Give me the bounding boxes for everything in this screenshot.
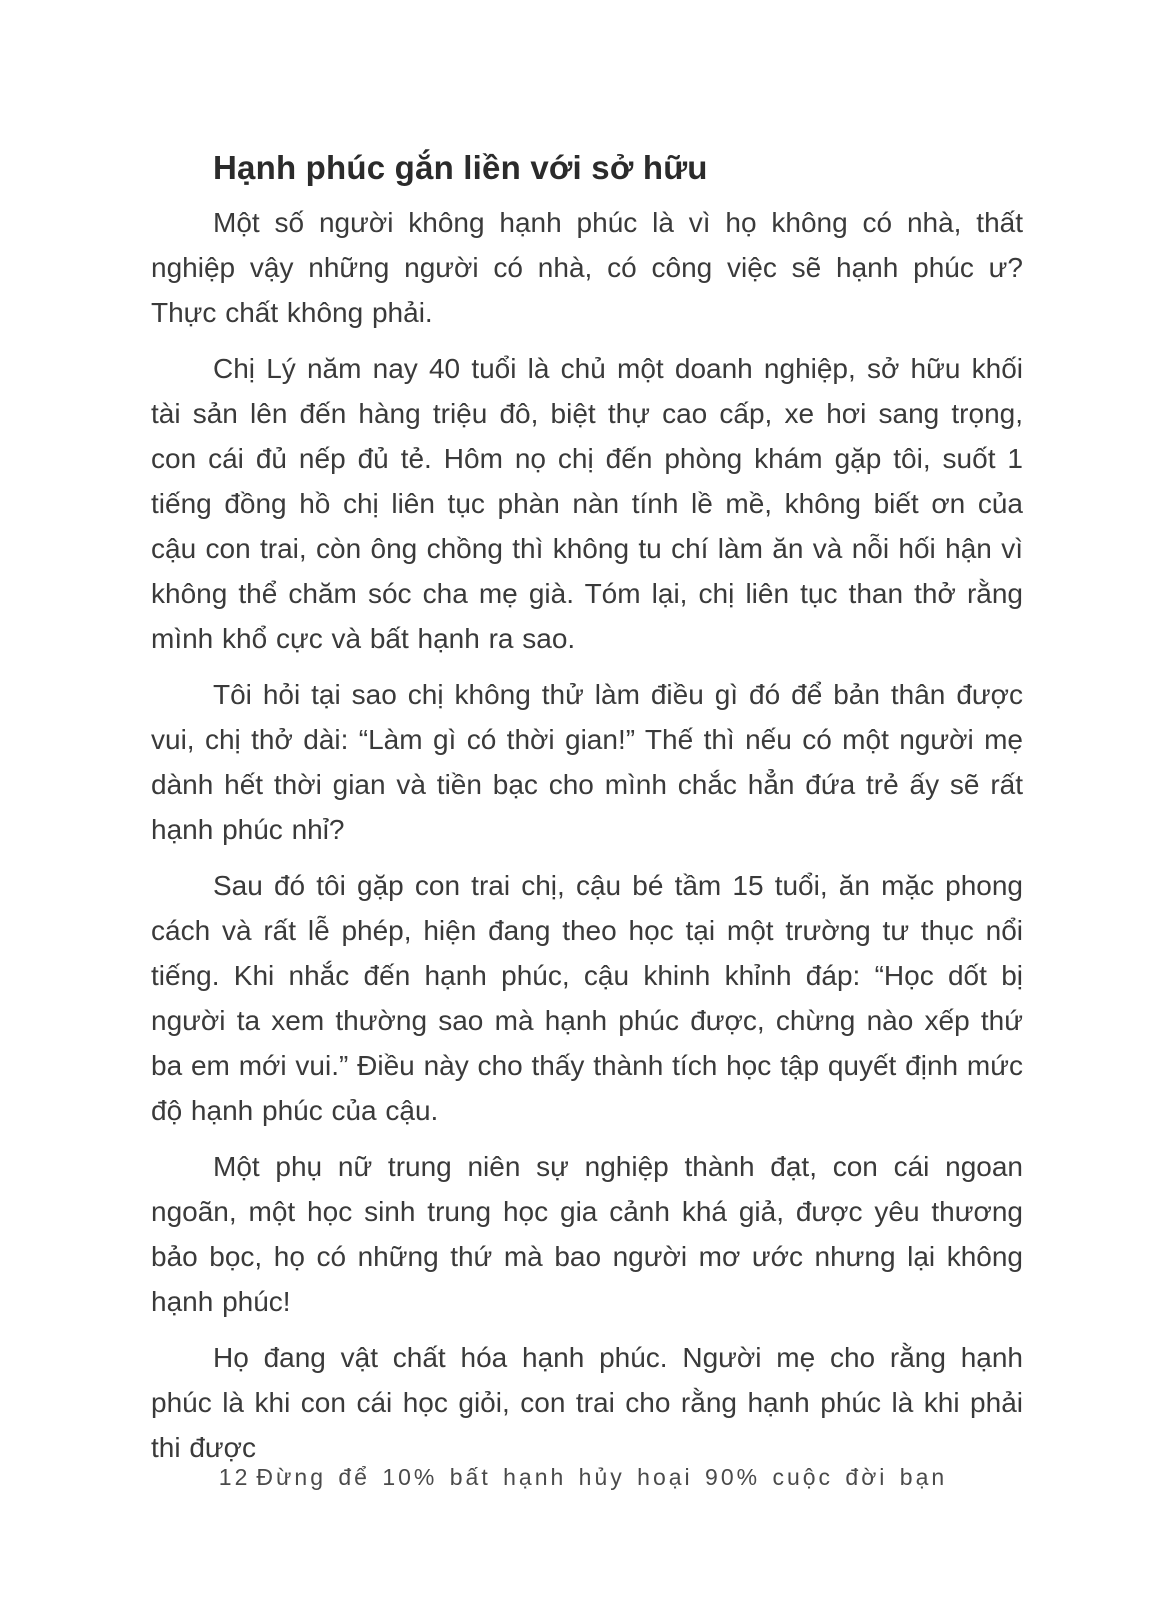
page-number: 12 [218, 1464, 251, 1490]
paragraph-5: Một phụ nữ trung niên sự nghiệp thành đạt, con cái ngoan ngoãn, một học sinh trung học gia cảnh khá giả, được yêu thương bảo bọc, họ có những thứ mà bao người mơ ước nhưng lại không hạnh phúc! [151, 1151, 1023, 1317]
page-content [151, 145, 1023, 1470]
running-book-title: Đừng để 10% bất hạnh hủy hoại 90% cuộc đời bạn [256, 1464, 948, 1490]
body-text [151, 200, 1023, 1470]
paragraph-2: Chị Lý năm nay 40 tuổi là chủ một doanh nghiệp, sở hữu khối tài sản lên đến hàng triệu đô, biệt thự cao cấp, xe hơi sang trọng, con cái đủ nếp đủ tẻ. Hôm nọ chị đến phòng khám gặp tôi, suốt 1 tiếng đồng hồ chị liên tục phàn nàn tính lề mề, không biết ơn của cậu con trai, còn ông chồng thì không tu chí làm ăn và nỗi hối hận vì không thể chăm sóc cha mẹ già. Tóm lại, chị liên tục than thở rằng mình khổ cực và bất hạnh ra sao. [151, 353, 1023, 654]
paragraph-6: Họ đang vật chất hóa hạnh phúc. Người mẹ cho rằng hạnh phúc là khi con cái học giỏi, con trai cho rằng hạnh phúc là khi phải thi được [151, 1342, 1023, 1463]
page-footer [0, 1463, 1166, 1491]
paragraph-4: Sau đó tôi gặp con trai chị, cậu bé tầm 15 tuổi, ăn mặc phong cách và rất lễ phép, hiện đang theo học tại một trường tư thục nổi tiếng. Khi nhắc đến hạnh phúc, cậu khinh khỉnh đáp: “Học dốt bị người ta xem thường sao mà hạnh phúc được, chừng nào xếp thứ ba em mới vui.” Điều này cho thấy thành tích học tập quyết định mức độ hạnh phúc của cậu. [151, 870, 1023, 1126]
paragraph-1: Một số người không hạnh phúc là vì họ không có nhà, thất nghiệp vậy những người có nhà, có công việc sẽ hạnh phúc ư? Thực chất không phải. [151, 207, 1023, 328]
page-title: Hạnh phúc gắn liền với sở hữu [213, 149, 708, 186]
paragraph-3: Tôi hỏi tại sao chị không thử làm điều gì đó để bản thân được vui, chị thở dài: “Làm gì có thời gian!” Thế thì nếu có một người mẹ dành hết thời gian và tiền bạc cho mình chắc hẳn đứa trẻ ấy sẽ rất hạnh phúc nhỉ? [151, 679, 1023, 845]
